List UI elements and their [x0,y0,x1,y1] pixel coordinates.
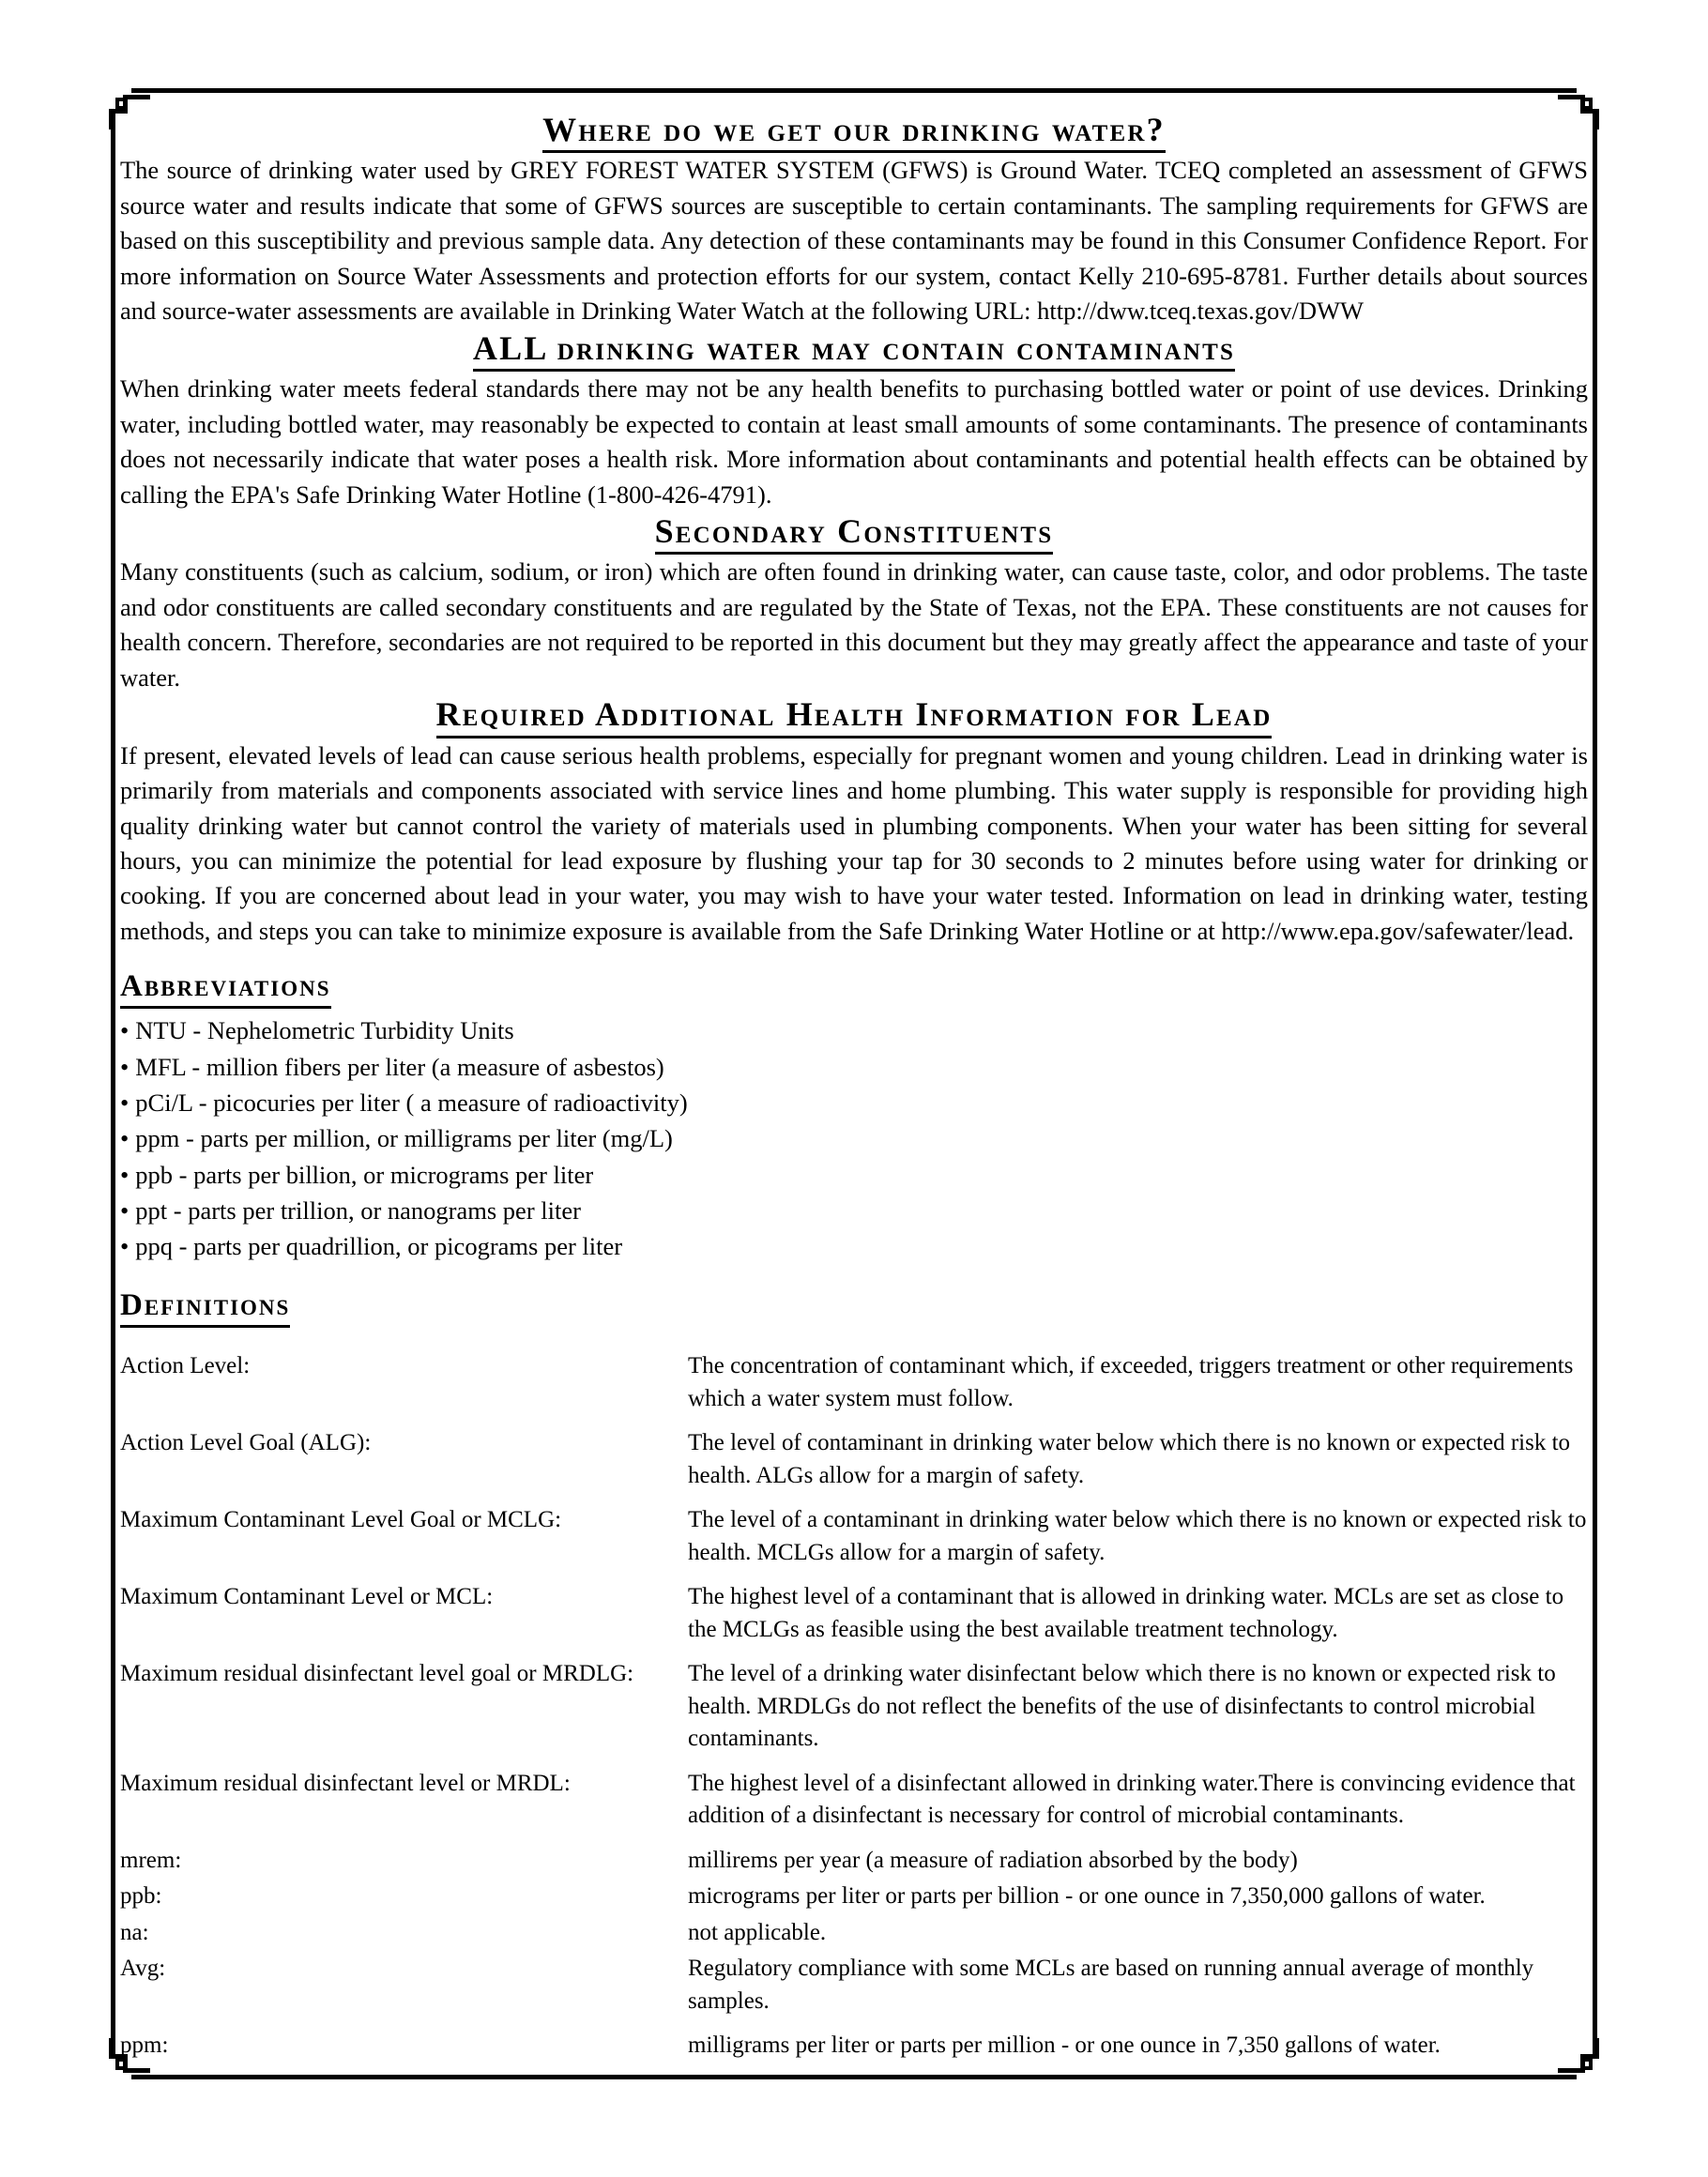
definition-term: mrem: [120,1847,182,1873]
definition-term: Maximum residual disinfectant level goal or MRDLG: [120,1661,634,1687]
frame-right-line [1593,109,1597,2059]
table-row [120,1427,1588,1504]
definition-description: micrograms per liter or parts per billion - or one ounce in 7,350,000 gallons of water. [688,1883,1486,1910]
definition-term: Maximum Contaminant Level or MCL: [120,1584,494,1610]
definition-description: The highest level of a disinfectant allowed in drinking water.There is convincing evidence that addition of a disinfectant is necessary for control of microbial contaminants. [688,1770,1576,1829]
list-item [120,1157,1588,1193]
paragraph-secondary-constituents: Many constituents (such as calcium, sodium, or iron) which are often found in drinking water, can cause taste, color, and odor problems. The taste and odor constituents are called secondary constituents and are regulated by the State of Texas, not the EPA. These constituents are not causes for health concern. Therefore, secondaries are not required to be reported in this document but they may greatly affect the appearance and taste of your water. [120,557,1588,692]
definition-description: milligrams per liter or parts per million - or one ounce in 7,350 gallons of water. [688,2032,1441,2059]
heading-text: Definitions [120,1288,290,1328]
definition-description: The concentration of contaminant which, if exceeded, triggers treatment or other requirements which a water system must follow. [688,1353,1574,1411]
definition-term: Maximum Contaminant Level Goal or MCLG: [120,1507,562,1533]
abbreviation-text: MFL - million fibers per liter (a measure of asbestos) [135,1052,664,1081]
frame-left-line [111,109,115,2059]
definitions-table [120,1350,1588,2066]
heading-all-drinking-water-may-contain-contaminants [120,329,1588,372]
definition-term: Avg: [120,1956,166,1982]
definition-term: na: [120,1919,149,1945]
heading-required-additional-health-information-for-lead [120,695,1588,738]
table-row [120,2030,1588,2066]
paragraph-lead: If present, elevated levels of lead can cause serious health problems, especially for pregnant women and young children. Lead in drinking water is primarily from materials and components associated with service lines and home plumbing. This water supply is responsible for providing high quality drinking water but cannot control the variety of materials used in plumbing components. When your water has been sitting for several hours, you can minimize the potential for lead exposure by flushing your tap for 30 seconds to 2 minutes before using water for drinking or cooking. If you are concerned about lead in your water, you may wish to have your water tested. Information on lead in drinking water, testing methods, and steps you can take to minimize exposure is available from the Safe Drinking Water Hotline or at http://www.epa.gov/safewater/lead. [120,740,1588,945]
heading-text: ALL drinking water may contain contaminants [473,329,1235,372]
table-row [120,1504,1588,1581]
abbreviation-text: ppt - parts per trillion, or nanograms per liter [135,1195,581,1225]
abbreviation-text: ppm - parts per million, or milligrams per liter (mg/L) [135,1124,673,1153]
table-row [120,1845,1588,1881]
heading-text: Required Additional Health Information for Lead [436,695,1273,738]
table-row [120,1350,1588,1427]
definition-term: Action Level: [120,1353,251,1379]
table-row [120,1953,1588,2030]
definition-description: millirems per year (a measure of radiation absorbed by the body) [688,1847,1298,1873]
bullet-icon: • [120,1124,130,1153]
bullet-icon: • [120,1016,130,1045]
definition-description: not applicable. [688,1919,827,1945]
heading-secondary-constituents [120,512,1588,555]
table-row [120,1581,1588,1658]
list-item [120,1049,1588,1085]
definition-description: The level of a contaminant in drinking water below which there is no known or expected risk to health. MCLGs allow for a margin of safety. [688,1507,1587,1565]
definition-term: Action Level Goal (ALG): [120,1430,372,1456]
list-item [120,1228,1588,1264]
paragraph-contaminants: When drinking water meets federal standards there may not be any health benefits to purchasing bottled water or point of use devices. Drinking water, including bottled water, may reasonably be expected to contain at least small amounts of some contaminants. The presence of contaminants does not necessarily indicate that water poses a health risk. More information about contaminants and potential health effects can be obtained by calling the EPA's Safe Drinking Water Hotline (1-800-426-4791). [120,374,1588,509]
table-row [120,1880,1588,1917]
definition-description: The level of contaminant in drinking water below which there is no known or expected risk to health. ALGs allow for a margin of safety. [688,1430,1571,1488]
page-content [120,111,1588,2066]
table-row [120,1768,1588,1845]
abbreviation-text: NTU - Nephelometric Turbidity Units [135,1016,514,1045]
bullet-icon: • [120,1052,130,1081]
definition-term: Maximum residual disinfectant level or MRDL: [120,1770,571,1796]
list-item [120,1012,1588,1048]
abbreviation-text: ppq - parts per quadrillion, or picograms per liter [135,1232,623,1261]
heading-text: Where do we get our drinking water? [542,111,1166,153]
list-item [120,1120,1588,1156]
abbreviation-text: ppb - parts per billion, or micrograms per liter [135,1160,594,1189]
table-row [120,1658,1588,1768]
list-item [120,1085,1588,1120]
frame-top-line [131,88,1577,93]
heading-definitions [120,1288,1588,1328]
definition-description: The level of a drinking water disinfectant below which there is no known or expected risk to health. MRDLGs do not reflect the benefits of the use of disinfectants to control microbial contaminants. [688,1661,1556,1752]
bullet-icon: • [120,1232,130,1261]
bullet-icon: • [120,1160,130,1189]
paragraph-source-of-water: The source of drinking water used by GREY FOREST WATER SYSTEM (GFWS) is Ground Water. TCEQ completed an assessment of GFWS source water and results indicate that some of GFWS sources are susceptible to certain contaminants. The sampling requirements for GFWS are based on this susceptibility and previous sample data. Any detection of these contaminants may be found in this Consumer Confidence Report. For more information on Source Water Assessments and protection efforts for our system, contact Kelly 210-695-8781. Further details about sources and source-water assessments are available in Drinking Water Watch at the following URL: http://dww.tceq.texas.gov/DWW [120,156,1588,326]
list-item [120,1193,1588,1228]
definition-term: ppm: [120,2032,169,2059]
table-row [120,1917,1588,1954]
abbreviations-list [120,1012,1588,1264]
definition-description: Regulatory compliance with some MCLs are based on running annual average of monthly samples. [688,1956,1534,2014]
heading-abbreviations [120,969,1588,1009]
heading-text: Secondary Constituents [655,512,1054,555]
bullet-icon: • [120,1088,130,1117]
definition-term: ppb: [120,1883,162,1910]
definition-description: The highest level of a contaminant that is allowed in drinking water. MCLs are set as close to the MCLGs as feasible using the best available treatment technology. [688,1584,1564,1642]
heading-where-do-we-get-our-drinking-water [120,111,1588,153]
abbreviation-text: pCi/L - picocuries per liter ( a measure of radioactivity) [135,1088,688,1117]
bullet-icon: • [120,1195,130,1225]
frame-bottom-line [131,2075,1577,2079]
heading-text: Abbreviations [120,969,331,1009]
